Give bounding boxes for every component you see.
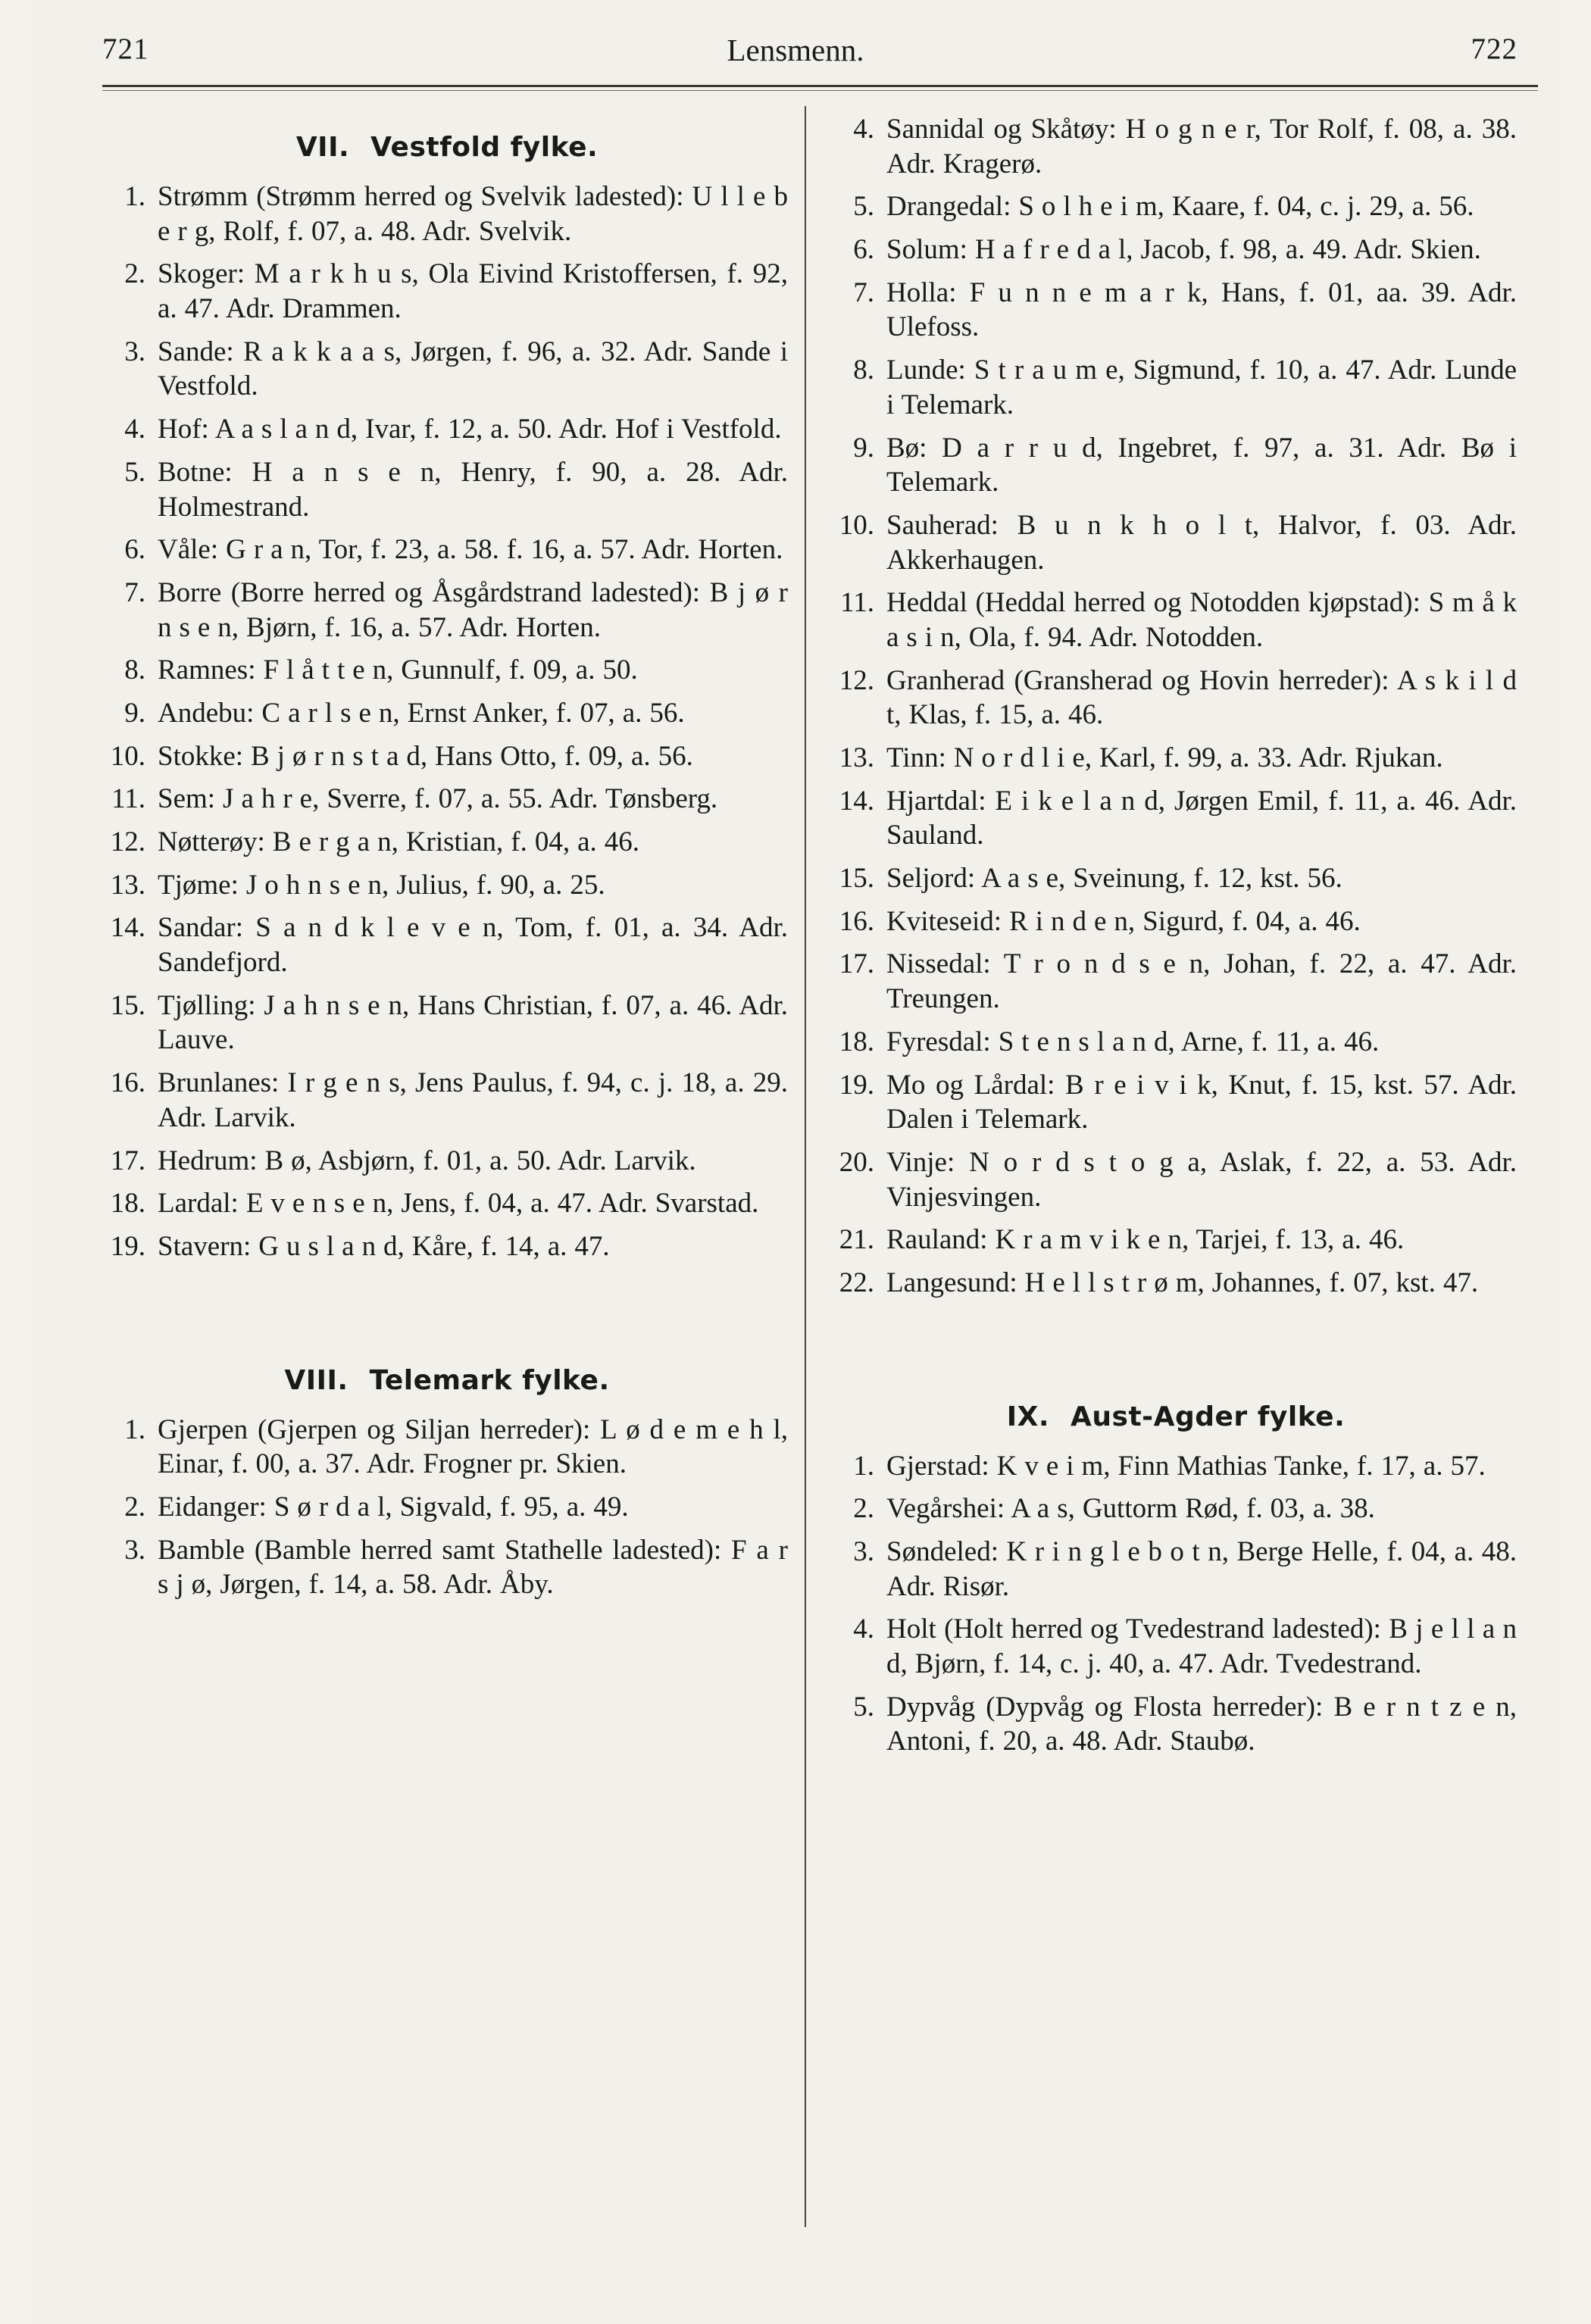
entry-number: 11.: [111, 783, 145, 815]
entry-number: 16.: [110, 1067, 145, 1099]
entry-number: 2.: [124, 258, 145, 290]
entry-text: Sauherad: B u n k h o l t, Halvor, f. 03. Adr. Akkerhaugen.: [886, 509, 1517, 576]
header-rule-thin: [102, 90, 1538, 91]
entry-list-aust-agder: [835, 1449, 1517, 1760]
entry-text: Borre (Borre herred og Åsgårdstrand ladested): B j ø r n s e n, Bjørn, f. 16, a. 57. Adr. Horten.: [158, 576, 788, 643]
entry-text: Mo og Lårdal: B r e i v i k, Knut, f. 15, kst. 57. Adr. Dalen i Telemark.: [886, 1069, 1517, 1135]
list-item: [106, 576, 788, 645]
list-item: [106, 911, 788, 979]
entry-number: 12.: [110, 826, 145, 857]
entry-number: 12.: [839, 664, 874, 696]
page-sheet: [30, 0, 1561, 2324]
list-item: [106, 1413, 788, 1482]
entry-list-telemark-continued: [835, 112, 1517, 1301]
entry-text: Hof: A a s l a n d, Ivar, f. 12, a. 50. Adr. Hof i Vestfold.: [158, 414, 782, 445]
list-item: [106, 1186, 788, 1221]
entry-text: Hjartdal: E i k e l a n d, Jørgen Emil, f. 11, a. 46. Adr. Sauland.: [886, 785, 1517, 851]
entry-text: Skoger: M a r k h u s, Ola Eivind Kristoffersen, f. 92, a. 47. Adr. Drammen.: [158, 258, 788, 325]
entry-number: 4.: [853, 1613, 874, 1645]
entry-text: Holla: F u n n e m a r k, Hans, f. 01, aa. 39. Adr. Ulefoss.: [886, 276, 1517, 343]
list-item: [106, 257, 788, 326]
list-item: [835, 784, 1517, 853]
entry-text: Tjøme: J o h n s e n, Julius, f. 90, a. 25.: [158, 869, 605, 901]
list-item: [106, 1229, 788, 1264]
list-item: [106, 989, 788, 1057]
entry-text: Lunde: S t r a u m e, Sigmund, f. 10, a. 47. Adr. Lunde i Telemark.: [886, 355, 1517, 420]
list-item: [835, 276, 1517, 345]
running-title: Lensmenn.: [727, 33, 864, 67]
list-item: [106, 825, 788, 860]
list-item: [106, 782, 788, 817]
entry-number: 5.: [853, 1691, 874, 1723]
entry-text: Langesund: H e l l s t r ø m, Johannes, f. 07, kst. 47.: [886, 1267, 1479, 1298]
entry-text: Hedrum: B ø, Asbjørn, f. 01, a. 50. Adr. Larvik.: [158, 1145, 696, 1176]
entry-text: Bamble (Bamble herred samt Stathelle ladested): F a r s j ø, Jørgen, f. 14, a. 58. Adr. Åby.: [158, 1534, 788, 1601]
section-spacer: [106, 1273, 788, 1345]
section-heading-telemark: [106, 1365, 788, 1396]
entry-number: 1.: [853, 1450, 874, 1482]
entry-text: Gjerstad: K v e i m, Finn Mathias Tanke, f. 17, a. 57.: [886, 1450, 1486, 1482]
entry-text: Holt (Holt herred og Tvedestrand ladested): B j e l l a n d, Bjørn, f. 14, c. j. 40, a. 47. Adr. Tvedestrand.: [886, 1613, 1517, 1680]
entry-text: Botne: H a n s e n, Henry, f. 90, a. 28. Adr. Holmestrand.: [158, 456, 788, 523]
entry-number: 13.: [110, 869, 145, 901]
list-item: [835, 1223, 1517, 1257]
list-item: [835, 1535, 1517, 1604]
list-item: [106, 1533, 788, 1602]
entry-text: Sem: J a h r e, Sverre, f. 07, a. 55. Adr. Tønsberg.: [158, 783, 718, 815]
entry-text: Gjerpen (Gjerpen og Siljan herreder): L ø d e m e h l, Einar, f. 00, a. 37. Adr. Frogner pr. Skien.: [158, 1413, 788, 1480]
entry-number: 7.: [853, 276, 874, 308]
entry-text: Heddal (Heddal herred og Notodden kjøpstad): S m å k a s i n, Ola, f. 94. Adr. Notodden.: [886, 587, 1517, 653]
entry-number: 4.: [853, 114, 874, 145]
entry-number: 9.: [853, 432, 874, 464]
entry-number: 2.: [853, 1493, 874, 1525]
entry-number: 19.: [839, 1069, 874, 1101]
entry-text: Seljord: A a s e, Sveinung, f. 12, kst. 56.: [886, 863, 1343, 895]
entry-number: 3.: [124, 1534, 145, 1566]
entry-number: 15.: [839, 863, 874, 895]
entry-text: Eidanger: S ø r d a l, Sigvald, f. 95, a. 49.: [158, 1491, 629, 1523]
list-item: [835, 112, 1517, 181]
section-spacer: [835, 1309, 1517, 1382]
header-rule: [102, 85, 1538, 87]
entry-text: Nøtterøy: B e r g a n, Kristian, f. 04, a. 46.: [158, 826, 639, 857]
entry-number: 17.: [110, 1145, 145, 1176]
entry-text: Brunlanes: I r g e n s, Jens Paulus, f. 94, c. j. 18, a. 29. Adr. Larvik.: [158, 1067, 788, 1133]
entry-number: 7.: [124, 576, 145, 608]
entry-text: Søndeled: K r i n g l e b o t n, Berge Helle, f. 04, a. 48. Adr. Risør.: [886, 1536, 1517, 1602]
section-title: Aust-Agder fylke.: [1071, 1401, 1346, 1432]
folio-right: 722: [1471, 33, 1518, 65]
entry-number: 21.: [839, 1224, 874, 1256]
list-item: [835, 947, 1517, 1016]
list-item: [835, 741, 1517, 776]
list-item: [835, 1145, 1517, 1214]
list-item: [835, 664, 1517, 732]
entry-number: 11.: [840, 587, 874, 619]
section-heading-vestfold: [106, 132, 788, 163]
list-item: [835, 1266, 1517, 1301]
list-item: [106, 455, 788, 524]
entry-text: Dypvåg (Dypvåg og Flosta herreder): B e r n t z e n, Antoni, f. 20, a. 48. Adr. Staubø.: [886, 1691, 1517, 1757]
entry-number: 8.: [853, 355, 874, 386]
entry-number: 5.: [124, 456, 145, 488]
entry-number: 1.: [124, 1413, 145, 1445]
entry-number: 14.: [110, 912, 145, 944]
section-numeral: IX.: [1006, 1401, 1050, 1432]
entry-text: Drangedal: S o l h e i m, Kaare, f. 04, c. j. 29, a. 56.: [886, 191, 1474, 223]
list-item: [106, 335, 788, 404]
list-item: [106, 739, 788, 774]
entry-text: Andebu: C a r l s e n, Ernst Anker, f. 07, a. 56.: [158, 697, 685, 729]
entry-text: Stokke: B j ø r n s t a d, Hans Otto, f. 09, a. 56.: [158, 740, 693, 772]
entry-number: 15.: [110, 989, 145, 1021]
entry-number: 22.: [839, 1267, 874, 1298]
list-item: [106, 1144, 788, 1179]
page-header: [102, 32, 1564, 71]
entry-number: 20.: [839, 1146, 874, 1178]
entry-number: 4.: [124, 414, 145, 445]
column-divider: [805, 106, 806, 2227]
entry-text: Nissedal: T r o n d s e n, Johan, f. 22, a. 47. Adr. Treungen.: [886, 948, 1517, 1015]
entry-text: Fyresdal: S t e n s l a n d, Arne, f. 11, a. 46.: [886, 1026, 1380, 1057]
entry-text: Vinje: N o r d s t o g a, Aslak, f. 22, a. 53. Adr. Vinjesvingen.: [886, 1146, 1517, 1213]
section-heading-aust-agder: [835, 1401, 1517, 1432]
entry-text: Stavern: G u s l a n d, Kåre, f. 14, a. 47.: [158, 1230, 610, 1262]
entry-number: 19.: [110, 1230, 145, 1262]
entry-number: 10.: [110, 740, 145, 772]
entry-number: 14.: [839, 785, 874, 817]
right-column: [835, 112, 1517, 1767]
entry-number: 16.: [839, 905, 874, 937]
list-item: [835, 586, 1517, 654]
list-item: [835, 1025, 1517, 1060]
entry-text: Rauland: K r a m v i k e n, Tarjei, f. 13, a. 46.: [886, 1224, 1405, 1256]
entry-number: 6.: [124, 534, 145, 566]
entry-list-telemark: [106, 1413, 788, 1602]
list-item: [835, 1068, 1517, 1137]
list-item: [835, 508, 1517, 577]
list-item: [106, 180, 788, 248]
left-column: [106, 112, 788, 1610]
entry-text: Strømm (Strømm herred og Svelvik ladested): U l l e b e r g, Rolf, f. 07, a. 48. Adr. Svelvik.: [158, 181, 788, 247]
entry-number: 8.: [124, 654, 145, 686]
entry-number: 3.: [853, 1536, 874, 1567]
list-item: [835, 431, 1517, 500]
entry-text: Tjølling: J a h n s e n, Hans Christian, f. 07, a. 46. Adr. Lauve.: [158, 989, 788, 1056]
entry-text: Sandar: S a n d k l e v e n, Tom, f. 01, a. 34. Adr. Sandefjord.: [158, 912, 788, 979]
entry-text: Granherad (Gransherad og Hovin herreder): A s k i l d t, Klas, f. 15, a. 46.: [886, 664, 1517, 731]
entry-number: 6.: [853, 234, 874, 266]
list-item: [835, 1612, 1517, 1681]
entry-number: 18.: [839, 1026, 874, 1057]
folio-left: 721: [102, 33, 149, 65]
entry-text: Sande: R a k k a a s, Jørgen, f. 96, a. 32. Adr. Sande i Vestfold.: [158, 336, 788, 402]
list-item: [835, 861, 1517, 896]
section-title: Vestfold fylke.: [370, 132, 599, 163]
entry-text: Lardal: E v e n s e n, Jens, f. 04, a. 47. Adr. Svarstad.: [158, 1188, 759, 1220]
entry-text: Kviteseid: R i n d e n, Sigurd, f. 04, a. 46.: [886, 905, 1361, 937]
section-numeral: VIII.: [284, 1364, 349, 1396]
entry-text: Våle: G r a n, Tor, f. 23, a. 58. f. 16, a. 57. Adr. Horten.: [158, 534, 783, 566]
entry-number: 2.: [124, 1491, 145, 1523]
list-item: [835, 233, 1517, 267]
entry-number: 9.: [124, 697, 145, 729]
entry-number: 10.: [839, 509, 874, 541]
entry-text: Tinn: N o r d l i e, Karl, f. 99, a. 33. Adr. Rjukan.: [886, 742, 1443, 773]
entry-number: 1.: [124, 181, 145, 212]
list-item: [106, 533, 788, 567]
entry-text: Sannidal og Skåtøy: H o g n e r, Tor Rolf, f. 08, a. 38. Adr. Kragerø.: [886, 114, 1517, 180]
entry-number: 3.: [124, 336, 145, 367]
entry-number: 17.: [839, 948, 874, 980]
list-item: [835, 904, 1517, 939]
list-item: [106, 653, 788, 688]
list-item: [106, 696, 788, 731]
list-item: [106, 1066, 788, 1135]
entry-list-vestfold: [106, 180, 788, 1264]
entry-text: Vegårshei: A a s, Guttorm Rød, f. 03, a. 38.: [886, 1493, 1375, 1525]
entry-number: 18.: [110, 1188, 145, 1220]
list-item: [835, 1690, 1517, 1759]
entry-number: 13.: [839, 742, 874, 773]
list-item: [835, 1492, 1517, 1526]
list-item: [106, 412, 788, 447]
list-item: [835, 353, 1517, 422]
list-item: [106, 868, 788, 903]
section-numeral: VII.: [295, 132, 350, 163]
section-title: Telemark fylke.: [369, 1364, 610, 1396]
entry-text: Bø: D a r r u d, Ingebret, f. 97, a. 31. Adr. Bø i Telemark.: [886, 432, 1517, 498]
list-item: [835, 189, 1517, 224]
entry-text: Ramnes: F l å t t e n, Gunnulf, f. 09, a. 50.: [158, 654, 638, 686]
entry-number: 5.: [853, 191, 874, 223]
list-item: [106, 1490, 788, 1525]
list-item: [835, 1449, 1517, 1484]
entry-text: Solum: H a f r e d a l, Jacob, f. 98, a. 49. Adr. Skien.: [886, 234, 1481, 266]
